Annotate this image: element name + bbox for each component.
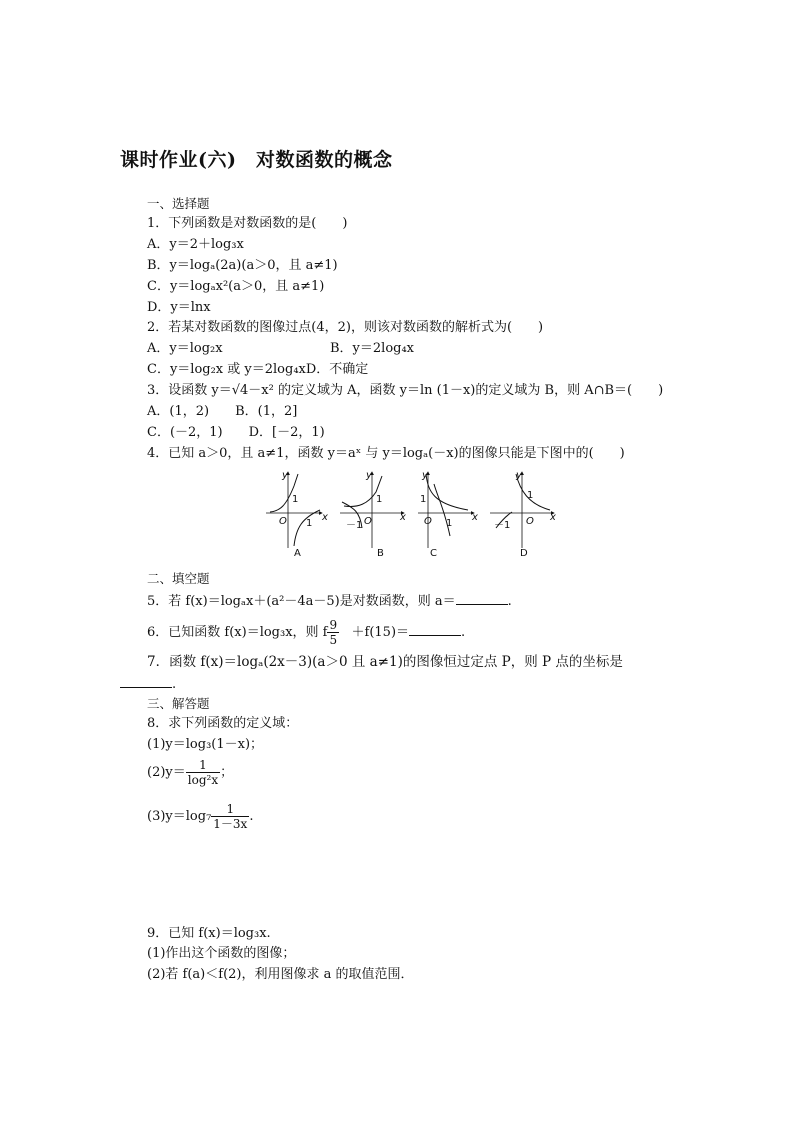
graph-a-x: x xyxy=(322,512,328,523)
graph-c-x: x xyxy=(472,512,478,523)
q8-p2-post: ； xyxy=(220,765,234,780)
graph-b-label: B xyxy=(377,548,384,559)
graph-c-label: C xyxy=(430,548,437,559)
q8-stem: 8．求下列函数的定义域： xyxy=(147,716,299,731)
q8-p2-fraction xyxy=(186,758,220,787)
graph-a-y: y xyxy=(282,470,288,481)
graph-c-origin: O xyxy=(424,516,432,527)
graph-b-neg-one: －1 xyxy=(346,520,363,531)
q8-p2-den: log²x xyxy=(187,773,219,787)
section-fill: 二、填空题 xyxy=(147,571,210,586)
graph-a-label: A xyxy=(294,548,301,559)
q8-p2-pre: (2)y＝ xyxy=(147,765,186,780)
q8-p3-fraction xyxy=(211,802,249,831)
q9-part1: (1)作出这个函数的图像； xyxy=(147,946,296,961)
q7-tail: . xyxy=(172,677,177,692)
q8-p3-num: 1 xyxy=(211,802,249,817)
q1-option-a: A．y＝2＋log₃x xyxy=(147,237,244,252)
q2-option-c: C．y＝log₂x 或 y＝2log₄xD．不确定 xyxy=(147,362,369,377)
q8-p2-num: 1 xyxy=(186,758,220,773)
q7-blank[interactable] xyxy=(120,675,172,688)
graph-d-one-y: 1 xyxy=(527,490,534,501)
q2-option-a: A．y＝log₂x xyxy=(147,341,223,356)
graph-a xyxy=(266,472,322,548)
q8-part3 xyxy=(147,802,253,832)
q6-post: ＋f(15)＝ xyxy=(351,625,410,640)
q1-option-d: D．y＝lnx xyxy=(147,300,211,315)
graph-b-x: x xyxy=(400,512,406,523)
q5 xyxy=(147,592,512,610)
section-choice: 一、选择题 xyxy=(147,196,210,211)
q3-options-cd: C．(－2，1) D．[－2，1) xyxy=(147,425,325,440)
q6-tail: . xyxy=(461,625,466,640)
q6-pre: 6．已知函数 f(x)＝log₃x，则 f xyxy=(147,625,328,640)
q8-part2 xyxy=(147,758,233,788)
page-title: 课时作业(六) 对数函数的概念 xyxy=(120,149,393,171)
graph-a-one-x: 1 xyxy=(306,518,313,529)
q8-p3-pre: (3)y＝log₇ xyxy=(147,809,212,824)
q9-stem: 9．已知 f(x)＝log₃x. xyxy=(147,926,271,941)
graph-b-y: y xyxy=(366,470,372,481)
q1-option-b: B．y＝logₐ(2a)(a＞0，且 a≠1) xyxy=(147,258,338,273)
q3-options-ab: A．(1，2) B．(1，2] xyxy=(147,404,298,419)
graph-d-label: D xyxy=(520,548,528,559)
graph-b-origin: O xyxy=(364,516,372,527)
q8-part1: (1)y＝log₃(1－x)； xyxy=(147,737,264,752)
graph-d-origin: O xyxy=(526,516,534,527)
graph-d-x: x xyxy=(550,512,556,523)
q6 xyxy=(147,618,465,647)
q5-stem: 5．若 f(x)＝logₐx＋(a²－4a－5)是对数函数，则 a＝ xyxy=(147,594,456,609)
q6-fraction xyxy=(327,618,339,647)
q3-stem: 3．设函数 y＝√4－x² 的定义域为 A，函数 y＝ln (1－x)的定义域为 B，则 A∩B＝( ) xyxy=(147,383,664,398)
q5-blank[interactable] xyxy=(456,592,508,605)
graph-c-one-x: 1 xyxy=(446,518,453,529)
q1-stem: 1．下列函数是对数函数的是( ) xyxy=(147,216,348,231)
graph-a-origin: O xyxy=(279,516,287,527)
q7-line2 xyxy=(120,675,176,693)
q8-p3-post: . xyxy=(249,809,254,824)
q4-graphs xyxy=(258,468,558,564)
q5-tail: . xyxy=(507,594,512,609)
q8-p3-den: 1－3x xyxy=(213,817,248,831)
q4-stem: 4．已知 a＞0，且 a≠1，函数 y＝aˣ 与 y＝logₐ(－x)的图像只能是下图中的( ) xyxy=(147,446,625,461)
graph-d-neg-one: －1 xyxy=(494,520,511,531)
q2-stem: 2．若某对数函数的图像过点(4，2)，则该对数函数的解析式为( ) xyxy=(147,320,544,335)
section-answer: 三、解答题 xyxy=(147,696,210,711)
graph-d xyxy=(490,472,554,548)
q6-num: 9 xyxy=(329,618,338,632)
q1-option-c: C．y＝logₐx²(a＞0，且 a≠1) xyxy=(147,279,325,294)
graph-b xyxy=(340,472,404,548)
q6-den: 5 xyxy=(329,633,338,647)
q2-option-b: B．y＝2log₄x xyxy=(330,341,415,356)
graph-b-one-y: 1 xyxy=(376,494,383,505)
graph-a-one-y: 1 xyxy=(292,494,299,505)
q7-line1: 7．函数 f(x)＝logₐ(2x－3)(a＞0 且 a≠1)的图像恒过定点 P，则 P 点的坐标是 xyxy=(147,654,623,670)
q6-blank[interactable] xyxy=(409,623,461,636)
graph-c xyxy=(418,472,474,548)
graph-c-y: y xyxy=(422,470,428,481)
graph-c-one-y: 1 xyxy=(420,494,427,505)
graph-d-y: y xyxy=(516,470,522,481)
q9-part2: (2)若 f(a)＜f(2)，利用图像求 a 的取值范围． xyxy=(147,967,414,982)
